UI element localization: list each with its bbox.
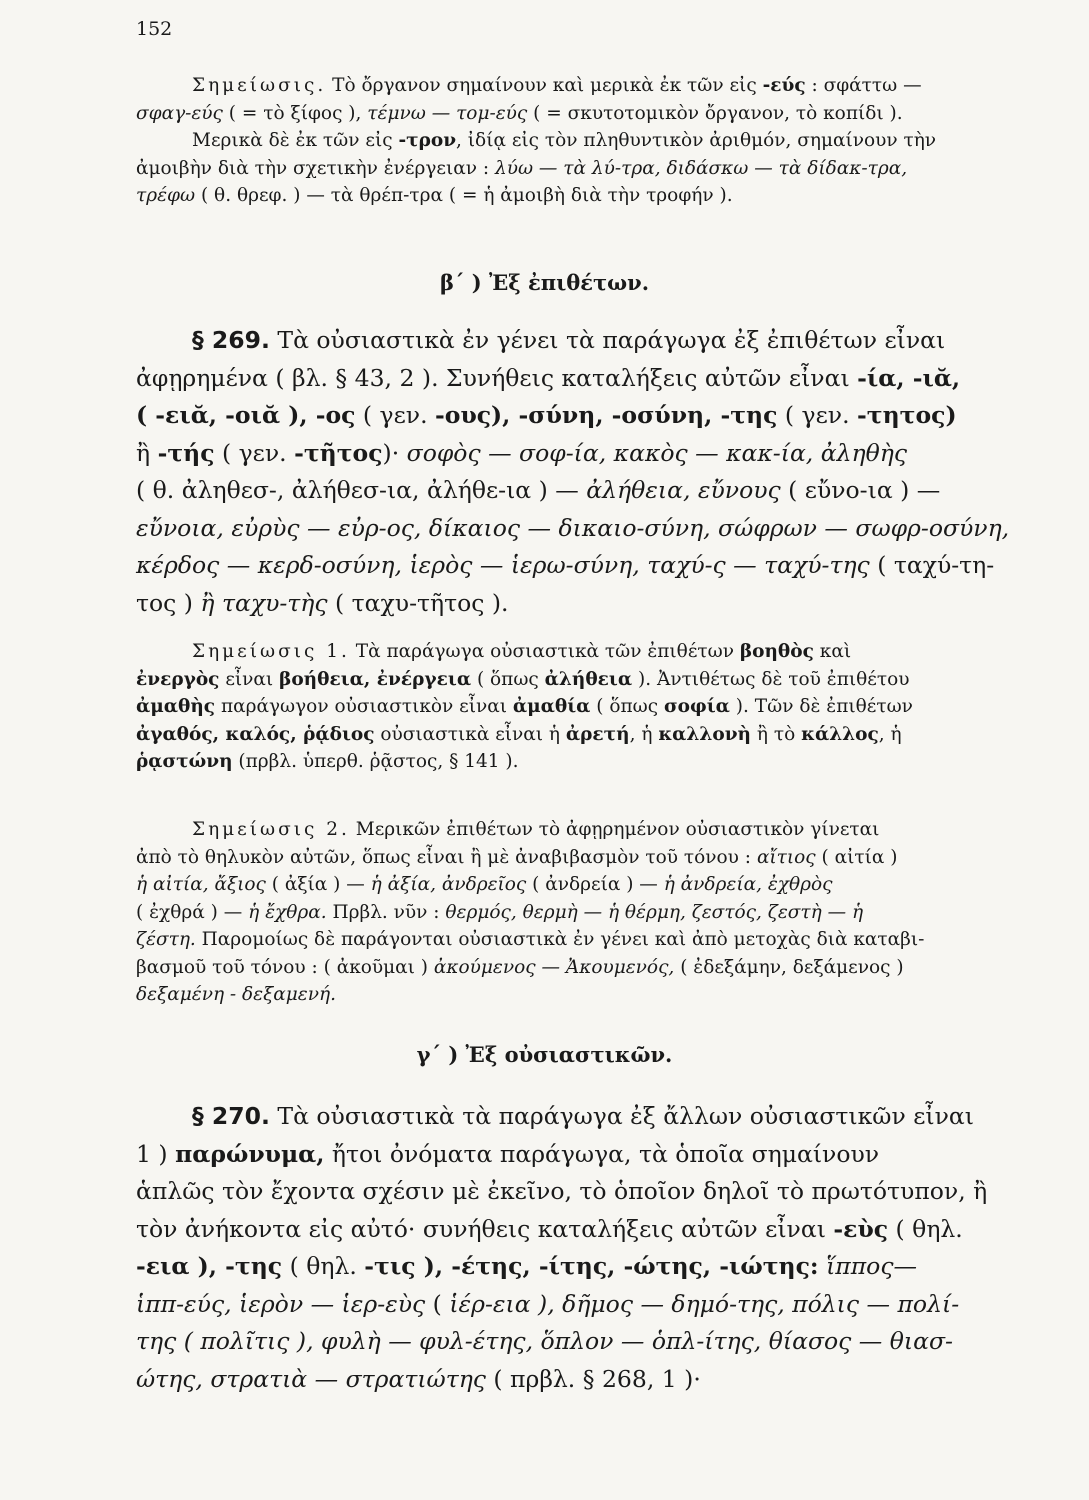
note-label: Σημείωσις 1. xyxy=(192,641,350,662)
text-line: δεξαμένη - δεξαμενή. xyxy=(136,984,336,1005)
text-line: 1 ) παρώνυμα, ἤτοι ὀνόματα παράγωγα, τὰ ὁποῖα σημαίνουν xyxy=(136,1139,880,1168)
text-line: ώτης, στρατιὰ — στρατιώτης ( πρβλ. § 268, 1 )· xyxy=(136,1364,701,1393)
text-line: ἀμοιβὴν διὰ τὴν σχετικὴν ἐνέργειαν : λύω — τὰ λύ-τρα, διδάσκω — τὰ δίδακ-τρα, xyxy=(136,157,908,179)
text-line: ἀμαθὴς παράγωγον οὐσιαστικὸν εἶναι ἀμαθία ( ὅπως σοφία ). Τῶν δὲ ἐπιθέτων xyxy=(136,696,913,717)
text-line: -εια ), -της ( θηλ. -τις ), -έτης, -ίτης, -ώτης, -ιώτης: ἵππος— xyxy=(136,1252,917,1280)
text-line: τος ) ἢ ταχυ-τὴς ( ταχυ-τῆτος ). xyxy=(136,588,509,617)
text-line: § 269. Τὰ οὐσιαστικὰ ἐν γένει τὰ παράγωγα ἐξ ἐπιθέτων εἶναι xyxy=(192,326,946,354)
section-270 xyxy=(136,1098,1016,1398)
text-line: ( ἐχθρά ) — ἡ ἔχθρα. Πρβλ. νῦν : θερμός, θερμὴ — ἡ θέρμη, ζεστός, ζεστὴ — ἡ xyxy=(136,901,864,923)
text-line: ἱππ-εύς, ἱερὸν — ἱερ-εὺς ( ἱέρ-εια ), δῆμος — δημό-της, πόλις — πολί- xyxy=(136,1289,960,1318)
text-line: κέρδος — κερδ-οσύνη, ἱερὸς — ἱερω-σύνη, ταχύ-ς — ταχύ-της ( ταχύ-τη- xyxy=(136,551,995,579)
text-line: Σημείωσις 2. Μερικῶν ἐπιθέτων τὸ ἀφῃρημένον οὐσιαστικὸν γίνεται xyxy=(192,819,880,840)
page-number: 152 xyxy=(136,18,173,40)
text-line: ζέστη. Παρομοίως δὲ παράγονται οὐσιαστικὰ ἐν γένει καὶ ἀπὸ μετοχὰς διὰ καταβι- xyxy=(136,929,925,950)
note-label: Σημείωσις. xyxy=(192,75,327,96)
text-line: τὸν ἀνήκοντα εἰς αὐτό· συνήθεις καταλήξεις αὐτῶν εἶναι -εὺς ( θηλ. xyxy=(136,1214,963,1243)
text-line: ἁπλῶς τὸν ἔχοντα σχέσιν μὲ ἐκεῖνο, τὸ ὁποῖον δηλοῖ τὸ πρωτότυπον, ἢ xyxy=(136,1177,988,1205)
note-2 xyxy=(136,816,1016,1009)
text-line: ἀπὸ τὸ θηλυκὸν αὐτῶν, ὅπως εἶναι ἢ μὲ ἀναβιβασμὸν τοῦ τόνου : αἴτιος ( αἰτία ) xyxy=(136,846,898,868)
text-line: Μερικὰ δὲ ἐκ τῶν εἰς -τρον, ἰδίᾳ εἰς τὸν πληθυντικὸν ἀριθμόν, σημαίνουν τὴν xyxy=(192,130,937,151)
text-line: εὔνοια, εὐρὺς — εὐρ-ος, δίκαιος — δικαιο-σύνη, σώφρων — σωφρ-οσύνη, xyxy=(136,513,1010,542)
text-line: ( -ειᾰ, -οιᾰ ), -ος ( γεν. -ους), -σύνη, -οσύνη, -της ( γεν. -τητος) xyxy=(136,401,957,429)
section-heading-nouns: γ΄ ) Ἐξ οὐσιαστικῶν. xyxy=(416,1042,673,1067)
text-line: ἀγαθός, καλός, ῥᾴδιος οὐσιαστικὰ εἶναι ἡ ἀρετή, ἡ καλλονὴ ἢ τὸ κάλλος, ἡ xyxy=(136,723,902,745)
text-line: βασμοῦ τοῦ τόνου : ( ἀκοῦμαι ) ἀκούμενος — Ἀκουμενός, ( ἐδεξάμην, δεξάμενος ) xyxy=(136,956,904,978)
text-line: τρέφω ( θ. θρεφ. ) — τὰ θρέπ-τρα ( = ἡ ἀμοιβὴ διὰ τὴν τροφήν ). xyxy=(136,185,733,206)
section-number: § 269. xyxy=(192,326,270,354)
note-label: Σημείωσις 2. xyxy=(192,819,350,840)
note-1 xyxy=(136,638,1016,776)
text-line: Σημείωσις 1. Τὰ παράγωγα οὐσιαστικὰ τῶν ἐπιθέτων βοηθὸς καὶ xyxy=(192,641,852,662)
text-line: ἢ -τής ( γεν. -τῆτος)· σοφὸς — σοφ-ία, κακὸς — κακ-ία, ἀληθὴς xyxy=(136,438,907,467)
text-line: ἀφῃρημένα ( βλ. § 43, 2 ). Συνήθεις καταλήξεις αὐτῶν εἶναι -ία, -ιᾰ, xyxy=(136,363,961,392)
text-line: της ( πολῖτις ), φυλὴ — φυλ-έτης, ὅπλον — ὁπλ-ίτης, θίασος — θιασ- xyxy=(136,1327,953,1355)
text-line: § 270. Τὰ οὐσιαστικὰ τὰ παράγωγα ἐξ ἄλλων οὐσιαστικῶν εἶναι xyxy=(192,1102,974,1130)
text-line: ( θ. ἀληθεσ-, ἀλήθεσ-ια, ἀλήθε-ια ) — ἀλήθεια, εὔνους ( εὔνο-ια ) — xyxy=(136,476,941,504)
note-suffix-eus xyxy=(136,72,1016,210)
text-line: ἐνεργὸς εἶναι βοήθεια, ἐνέργεια ( ὅπως ἀλήθεια ). Ἀντιθέτως δὲ τοῦ ἐπιθέτου xyxy=(136,668,910,690)
text-line: σφαγ-εύς ( = τὸ ξίφος ), τέμνω — τομ-εύς ( = σκυτοτομικὸν ὄργανον, τὸ κοπίδι ). xyxy=(136,102,903,124)
text-line: ῥᾳστώνη (πρβλ. ὑπερθ. ῥᾷστος, § 141 ). xyxy=(136,751,519,772)
section-269 xyxy=(136,322,1016,622)
text-line: Σημείωσις. Τὸ ὄργανον σημαίνουν καὶ μερικὰ ἐκ τῶν εἰς -εύς : σφάττω — xyxy=(192,75,922,96)
section-number: § 270. xyxy=(192,1102,270,1130)
section-heading-adjectives: β΄ ) Ἐξ ἐπιθέτων. xyxy=(439,270,650,295)
text-line: ἡ αἰτία, ἄξιος ( ἀξία ) — ἡ ἀξία, ἀνδρεῖος ( ἀνδρεία ) — ἡ ἀνδρεία, ἐχθρὸς xyxy=(136,874,833,895)
